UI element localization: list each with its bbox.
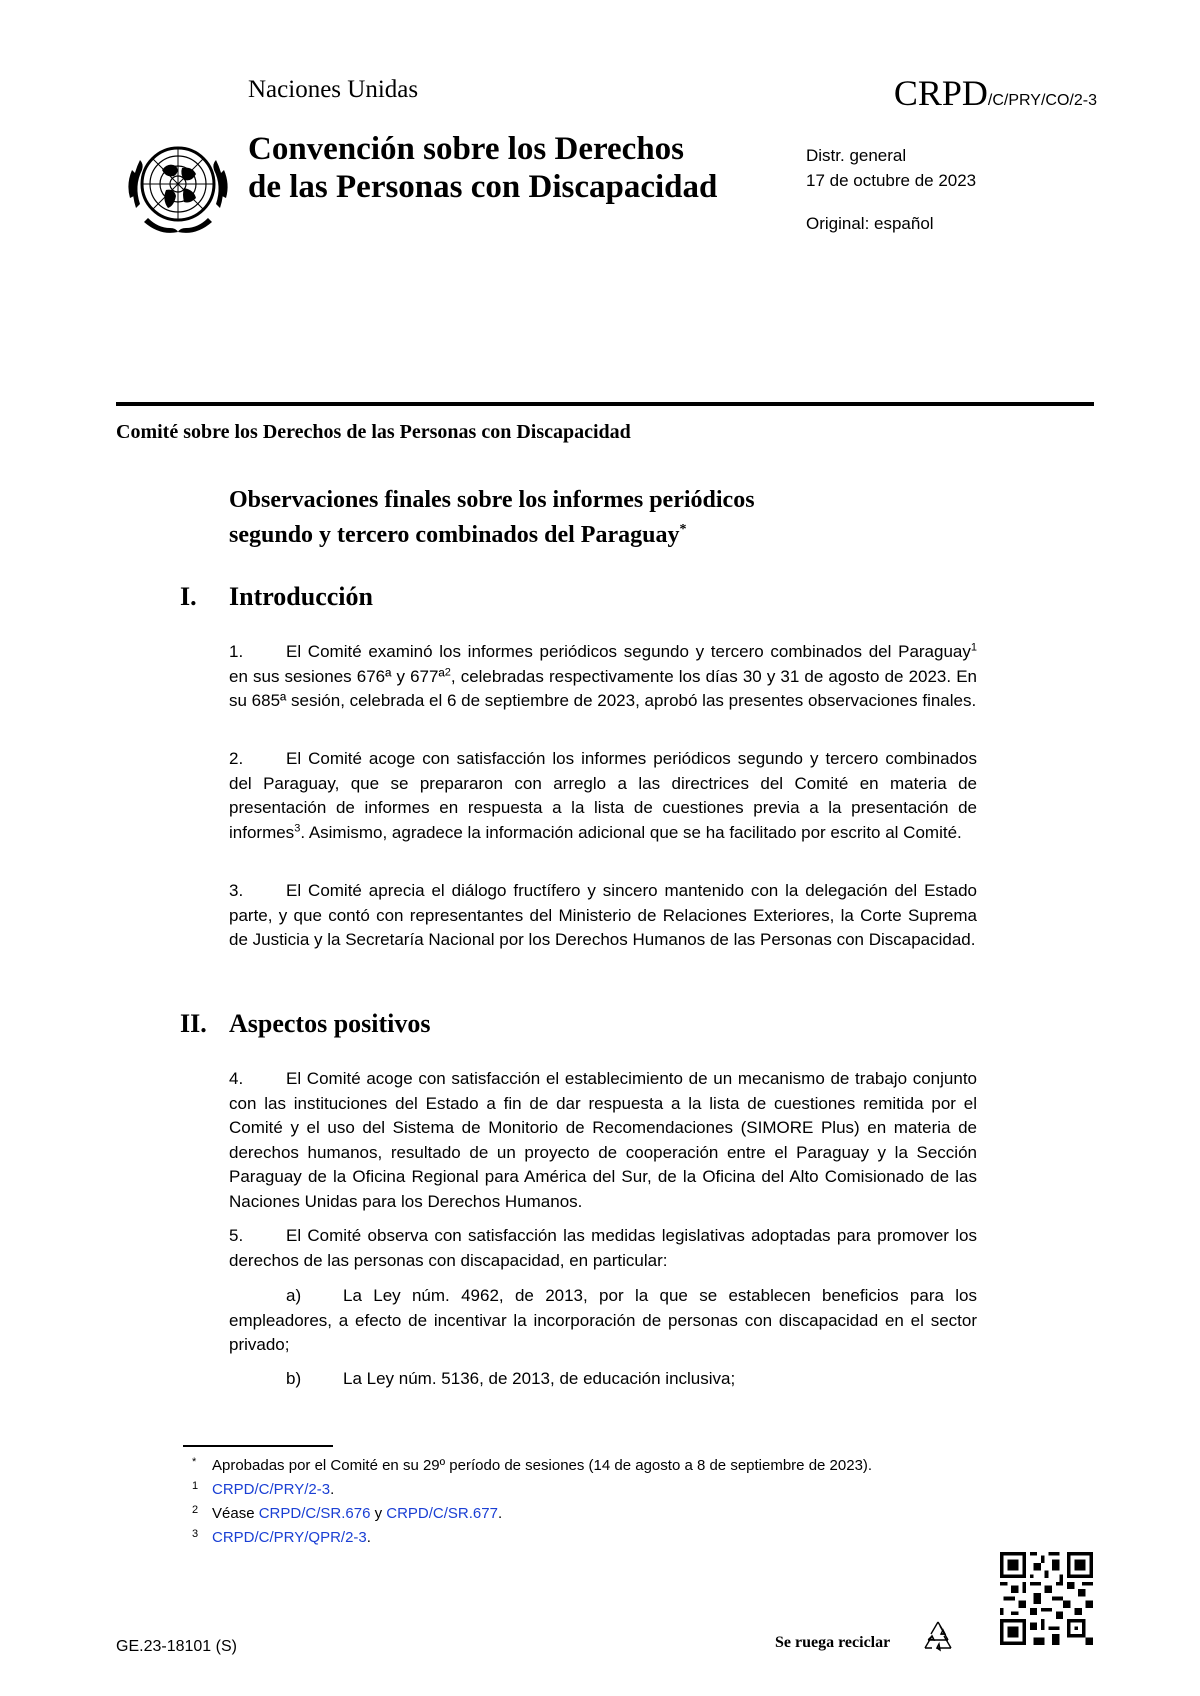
un-emblem-icon [122, 128, 234, 240]
original-language: Original: español [806, 214, 934, 233]
paragraph-text: en sus sesiones 676ª y 677ª [229, 666, 445, 686]
paragraph-text: El Comité aprecia el diálogo fructífero y sincero mantenido con la delegación del Estado parte, y que contó con representantes del Ministerio de Relaciones Exteriores, la Corte Suprema de Justicia y la Secretaría Nacional por los Derechos Humanos de las Personas con Discapacidad. [229, 881, 977, 949]
footnote-mark: 2 [192, 1504, 199, 1516]
footnote [192, 1479, 335, 1501]
organization-name: Naciones Unidas [248, 76, 419, 103]
paragraph-text: El Comité examinó los informes periódicos segundo y tercero combinados del Paraguay [286, 642, 971, 661]
document-symbol [894, 72, 1097, 114]
footnote-text: Aprobadas por el Comité en su 29º período de sesiones (14 de agosto a 8 de septiembre de 2023). [212, 1457, 873, 1474]
header-divider [116, 402, 1094, 406]
footnote [192, 1503, 503, 1525]
recycle-note: Se ruega reciclar [775, 1634, 891, 1651]
footnote-ref[interactable]: 1 [970, 641, 977, 654]
footnote-ref[interactable]: 2 [444, 665, 451, 678]
committee-name: Comité sobre los Derechos de las Personas con Discapacidad [116, 421, 631, 443]
document-title-line1: Observaciones finales sobre los informes periódicos [229, 487, 755, 513]
footnote-divider [183, 1445, 333, 1447]
paragraph-number: 4. [229, 1069, 244, 1088]
document-title [229, 485, 755, 550]
footnote-link[interactable]: CRPD/C/PRY/2-3 [212, 1481, 331, 1498]
section-number: II. [180, 1009, 207, 1038]
paragraph-4 [229, 1067, 977, 1214]
convention-title-line1: Convención sobre los Derechos [248, 131, 685, 167]
footnote [192, 1527, 371, 1549]
convention-title [248, 130, 717, 206]
subparagraph-text: La Ley núm. 5136, de 2013, de educación inclusiva; [343, 1369, 736, 1388]
footnote-link[interactable]: CRPD/C/SR.677 [386, 1505, 498, 1522]
footnote-text: . [497, 1505, 503, 1522]
subparagraph-b [229, 1367, 977, 1392]
section-title: Introducción [229, 582, 373, 611]
distribution-type: Distr. general [806, 146, 907, 165]
paragraph-text: . Asimismo, agradece la información adicional que se ha facilitado por escrito al Comité. [300, 822, 962, 842]
recycle-icon [918, 1618, 958, 1658]
paragraph-text: El Comité acoge con satisfacción el establecimiento de un mecanismo de trabajo conjunto con las instituciones del Estado a fin de dar respuesta a la lista de cuestiones remitida por el Comité y el uso del Sistema de Monitorio de Recomendaciones (SIMORE Plus) en materia de derechos humanos, resultado de un proyecto de cooperación entre el Paraguay y la Sección Paraguay de la Oficina Regional para América del Sur, de la Oficina del Alto Comisionado de las Naciones Unidas para los Derechos Humanos. [229, 1069, 977, 1211]
document-date: 17 de octubre de 2023 [806, 171, 977, 190]
section-number: I. [180, 582, 197, 611]
footnote-link[interactable]: CRPD/C/SR.676 [258, 1505, 371, 1522]
paragraph-text: El Comité observa con satisfacción las medidas legislativas adoptadas para promover los derechos de las personas con discapacidad, en particular: [229, 1226, 977, 1270]
qr-code-icon [1000, 1552, 1093, 1645]
subparagraph-a [229, 1284, 977, 1358]
footnote-ref[interactable]: 3 [294, 821, 301, 834]
footnote-text: . [366, 1529, 371, 1546]
footnote-mark: 3 [192, 1528, 199, 1540]
paragraph-number: 5. [229, 1226, 244, 1245]
distribution-block [806, 143, 976, 193]
paragraph-text: , celebradas respectivamente los días 30 y 31 de agosto de 2023. En su 685ª sesión, celebrada el 6 de septiembre de 2023, aprobó las presentes observaciones finales. [229, 666, 978, 710]
paragraph-number: 1. [229, 642, 244, 661]
paragraph-number: 2. [229, 749, 244, 768]
paragraph-number: 3. [229, 881, 244, 900]
subparagraph-text: La Ley núm. 4962, de 2013, por la que se establecen beneficios para los empleadores, a efecto de incentivar la incorporación de personas con discapacidad en el sector privado; [229, 1286, 977, 1354]
footnote-text: . [330, 1481, 335, 1498]
footnote-text: Véase [212, 1505, 259, 1522]
paragraph-1 [229, 640, 977, 714]
paragraph-2 [229, 747, 977, 845]
footnote-text: y [370, 1505, 387, 1522]
paragraph-text: El Comité acoge con satisfacción los informes periódicos segundo y tercero combinados del Paraguay, que se prepararon con arreglo a las directrices del Comité en materia de presentación de informes en respuesta a la lista de cuestiones previa a la presentación de informes [229, 749, 977, 842]
section-title: Aspectos positivos [229, 1009, 431, 1038]
footnote-mark: 1 [192, 1480, 199, 1492]
subparagraph-label: a) [286, 1286, 302, 1305]
document-symbol-main: CRPD [893, 73, 988, 113]
footnote-mark: * [192, 1456, 197, 1468]
paragraph-3 [229, 879, 977, 953]
document-title-line2: segundo y tercero combinados del Paraguay [229, 522, 680, 548]
footnote-link[interactable]: CRPD/C/PRY/QPR/2-3 [212, 1529, 367, 1546]
document-symbol-suffix: /C/PRY/CO/2-3 [987, 92, 1097, 109]
footnote [192, 1455, 873, 1477]
title-footnote-mark: * [679, 522, 687, 537]
subparagraph-label: b) [286, 1369, 302, 1388]
convention-title-line2: de las Personas con Discapacidad [248, 169, 718, 205]
paragraph-5 [229, 1224, 977, 1273]
job-number: GE.23-18101 (S) [116, 1638, 237, 1655]
